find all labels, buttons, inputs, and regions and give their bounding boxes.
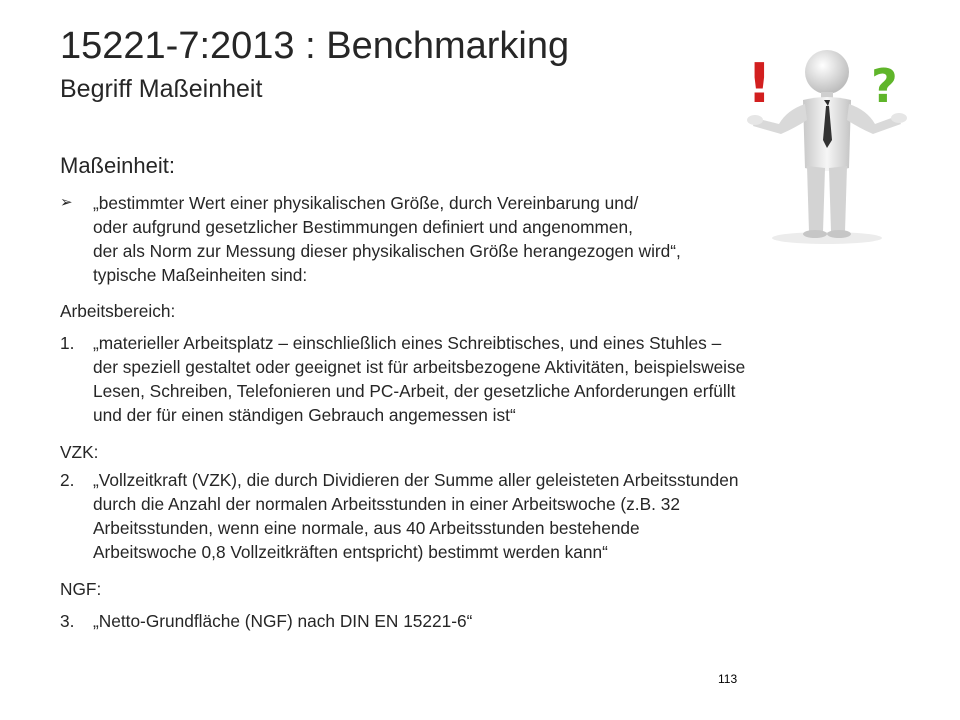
label-vzk: VZK: [60, 442, 99, 462]
bullet-text: „bestimmter Wert einer physikalischen Größe, durch Vereinbarung und/ oder aufgrund gesetzlicher Bestimmungen definiert und angenommen, der als Norm zur Messung dieser physikalischen Größe herangezogen wird“, typische Maßeinheiten sind: [93, 193, 681, 285]
numbered-item-2 [60, 468, 920, 564]
label-arbeitsbereich: Arbeitsbereich: [60, 301, 176, 321]
bullet-list-item [60, 191, 920, 287]
question-mark-icon: ? [871, 59, 898, 113]
item-text: „Vollzeitkraft (VZK), die durch Dividieren der Summe aller geleisteten Arbeitsstunden durch die Anzahl der normalen Arbeitsstunden in einer Arbeitswoche (z.B. 32 Arbeitsstunden, wenn eine normale, aus 40 Arbeitsstunden bestehende Arbeitswoche 0,8 Vollzeitkräften entspricht) bestimmt werden kann“ [93, 470, 739, 562]
page-number: 113 [718, 672, 738, 686]
arrow-bullet-icon: ➢ [60, 194, 73, 211]
section-heading: Maßeinheit: [60, 153, 175, 178]
item-number: 3. [60, 611, 75, 631]
item-text: „Netto-Grundfläche (NGF) nach DIN EN 15221-6“ [93, 611, 473, 631]
item-number: 2. [60, 470, 75, 490]
label-ngf: NGF: [60, 579, 102, 599]
item-number: 1. [60, 333, 75, 353]
item-text: „materieller Arbeitsplatz – einschließlich eines Schreibtisches, und eines Stuhles – der speziell gestaltet oder geeignet ist für arbeitsbezogene Aktivitäten, beispielsweise Lesen, Schreiben, Telefonieren und PC-Arbeit, der gesetzliche Anforderungen erfüllt und der für einen ständigen Gebrauch angemessen ist“ [93, 333, 746, 425]
exclamation-icon: ! [747, 52, 772, 115]
slide-subtitle: Begriff Maßeinheit [60, 75, 263, 103]
slide-title: 15221-7:2013 : Benchmarking [60, 25, 570, 67]
numbered-item-3 [60, 609, 920, 633]
numbered-item-1 [60, 331, 920, 427]
